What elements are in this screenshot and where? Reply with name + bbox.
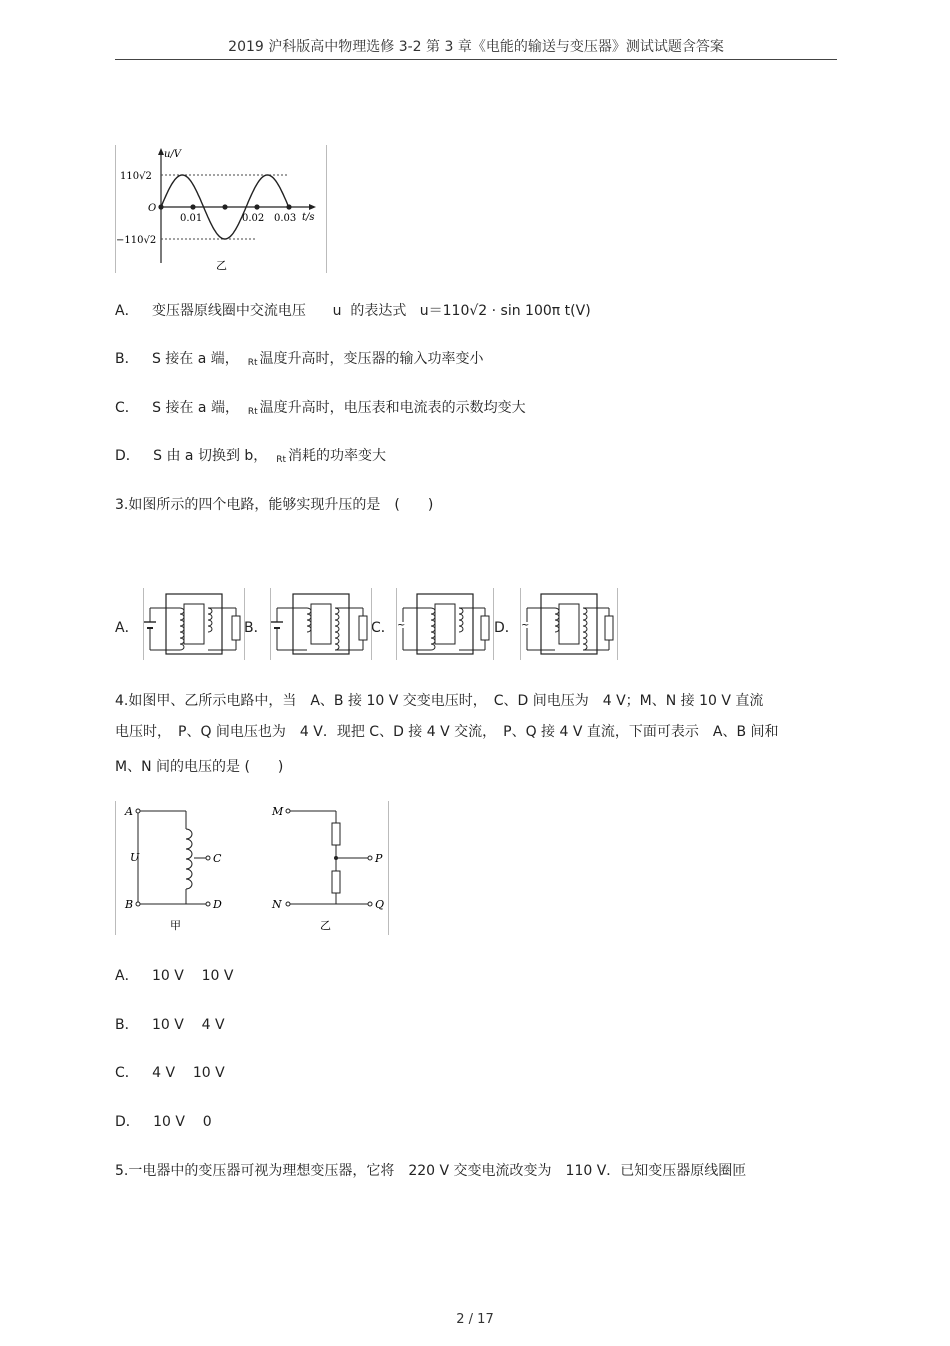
- option-value-2: 0: [202, 1114, 212, 1130]
- option-label: C．: [115, 1065, 139, 1081]
- option-label: B．: [115, 1017, 139, 1033]
- q2-option-d: [115, 446, 386, 470]
- q2-option-b: [115, 349, 484, 373]
- yi-resistor-2: [332, 871, 340, 893]
- secondary-coil: [459, 608, 463, 632]
- q3-label-d: D．: [494, 620, 519, 636]
- option-text: S 接在 a 端，: [152, 400, 239, 416]
- option-value-1: 10 V: [153, 1114, 185, 1130]
- jia-label-c: C: [213, 852, 222, 865]
- yi-label-n: N: [272, 898, 282, 911]
- primary-coil: [431, 608, 435, 650]
- ac-source-symbol: ~: [397, 620, 406, 631]
- q4-option-d: [115, 1112, 212, 1132]
- yi-label-p: P: [375, 852, 383, 865]
- jia-label-a: A: [125, 805, 133, 818]
- option-value-2: 10 V: [192, 1065, 225, 1081]
- transformer-core-inner: [559, 604, 579, 644]
- q2-option-a: [115, 301, 591, 321]
- circuit-d-svg: [521, 588, 617, 660]
- zero-dot-2: [222, 204, 227, 209]
- figure-caption: 乙: [216, 259, 227, 272]
- transformer-core-outer: [541, 594, 597, 654]
- zero-dot-4: [286, 204, 291, 209]
- yi-label-q: Q: [375, 898, 385, 911]
- circuit-b-svg: [271, 588, 371, 660]
- yi-label-m: M: [272, 805, 284, 818]
- x-axis-label: t/s: [302, 212, 315, 223]
- yi-terminal-m: [286, 809, 290, 813]
- jia-terminal-d: [206, 902, 210, 906]
- sine-wave-svg: [116, 145, 326, 273]
- resistor-subscript: Rt: [247, 407, 258, 417]
- secondary-coil: [583, 608, 587, 650]
- option-label: A．: [115, 303, 139, 319]
- option-text: 温度升高时，变压器的输入功率变小: [259, 351, 484, 367]
- primary-coil: [555, 608, 559, 632]
- option-text: S 由 a 切换到 b，: [153, 448, 268, 464]
- q4-stem-line-2: 电压时， P、Q 间电压也为 4 V．现把 C、D 接 4 V 交流， P、Q 接 4 V 直流，下面可表示 A、B 间和: [115, 724, 779, 740]
- y-axis-label: u/V: [164, 149, 182, 160]
- header-divider: [115, 59, 837, 60]
- sine-wave-figure: [115, 145, 327, 273]
- circuit-c-svg: [397, 588, 493, 660]
- circuit-d: [520, 588, 618, 660]
- load-resistor: [605, 616, 613, 640]
- option-text: 消耗的功率变大: [288, 448, 386, 464]
- option-label: C．: [115, 400, 139, 416]
- primary-coil: [307, 608, 311, 632]
- jia-coil: [186, 829, 192, 889]
- q3-stem: 3.如图所示的四个电路，能够实现升压的是 ( ): [115, 497, 434, 513]
- resistor-subscript: Rt: [247, 358, 258, 368]
- q4-stem-line-1: 4.如图甲、乙所示电路中，当 A、B 接 10 V 交变电压时， C、D 间电压为 4 V；M、N 接 10 V 直流: [115, 693, 764, 709]
- jia-terminal-b: [136, 902, 140, 906]
- q4-figure-svg: [116, 801, 388, 935]
- option-value-2: 4 V: [201, 1017, 225, 1033]
- circuit-a: [143, 588, 245, 660]
- resistor-subscript: Rt: [276, 455, 286, 465]
- x-tick-3: 0.03: [274, 213, 297, 224]
- jia-terminal-c: [206, 856, 210, 860]
- jia-terminal-a: [136, 809, 140, 813]
- y-max-label: 110√2: [120, 171, 152, 182]
- q3-label-c: C．: [371, 620, 395, 636]
- y-min-label: −110√2: [116, 235, 157, 246]
- zero-dot-3: [254, 204, 259, 209]
- jia-label-b: B: [125, 898, 134, 911]
- q4-stem-line-3: M、N 间的电压的是 ( ): [115, 759, 284, 775]
- x-axis-arrow: [309, 204, 316, 210]
- yi-caption: 乙: [320, 919, 331, 932]
- q3-label-a: A．: [115, 620, 139, 636]
- option-label: D．: [115, 1114, 140, 1130]
- option-value-1: 10 V: [151, 1017, 184, 1033]
- option-value-1: 4 V: [152, 1065, 176, 1081]
- page-header: 2019 沪科版高中物理选修 3-2 第 3 章《电能的输送与变压器》测试试题含答案: [228, 39, 724, 55]
- yi-terminal-p: [368, 856, 372, 860]
- q2-option-c: [115, 398, 526, 422]
- jia-caption: 甲: [170, 919, 181, 932]
- zero-dot-0: [158, 204, 163, 209]
- transformer-core-outer: [417, 594, 473, 654]
- load-resistor: [481, 616, 489, 640]
- load-resistor: [232, 616, 240, 640]
- primary-coil: [180, 608, 184, 650]
- circuit-b: [270, 588, 372, 660]
- option-text: 的表达式: [350, 303, 407, 319]
- ac-source-symbol: ~: [521, 620, 530, 631]
- yi-terminal-n: [286, 902, 290, 906]
- transformer-core-outer: [166, 594, 222, 654]
- transformer-core-inner: [184, 604, 204, 644]
- transformer-core-inner: [311, 604, 331, 644]
- option-label: A．: [115, 968, 139, 984]
- secondary-coil: [335, 608, 339, 650]
- q4-option-c: [115, 1063, 225, 1083]
- circuit-a-svg: [144, 588, 244, 660]
- q3-label-b: B．: [244, 620, 268, 636]
- transformer-core-inner: [435, 604, 455, 644]
- yi-terminal-q: [368, 902, 372, 906]
- secondary-coil: [208, 608, 212, 632]
- load-resistor: [359, 616, 367, 640]
- transformer-core-outer: [293, 594, 349, 654]
- q4-option-b: [115, 1015, 225, 1035]
- q5-stem: 5.一电器中的变压器可视为理想变压器，它将 220 V 交变电流改变为 110 V．已知变压器原线圈匝: [115, 1163, 747, 1179]
- x-tick-2: 0.02: [242, 213, 265, 224]
- option-var: u: [332, 303, 342, 319]
- option-label: D．: [115, 448, 140, 464]
- origin-label: O: [148, 203, 157, 214]
- option-value-2: 10 V: [201, 968, 234, 984]
- q4-figure: [115, 801, 389, 935]
- jia-label-u: U: [130, 851, 140, 864]
- option-text: 变压器原线圈中交流电压: [151, 303, 306, 319]
- option-text: S 接在 a 端，: [151, 351, 239, 367]
- option-value-1: 10 V: [151, 968, 184, 984]
- q4-option-a: [115, 966, 233, 986]
- page-number: 2 / 17: [456, 1312, 494, 1327]
- zero-dot-1: [190, 204, 195, 209]
- option-text: 温度升高时，电压表和电流表的示数均变大: [259, 400, 526, 416]
- option-label: B．: [115, 351, 139, 367]
- x-tick-1: 0.01: [180, 213, 203, 224]
- jia-label-d: D: [213, 898, 222, 911]
- yi-resistor-1: [332, 823, 340, 845]
- option-expression: u＝110√2 · sin 100π t(V): [419, 303, 591, 319]
- circuit-c: [396, 588, 494, 660]
